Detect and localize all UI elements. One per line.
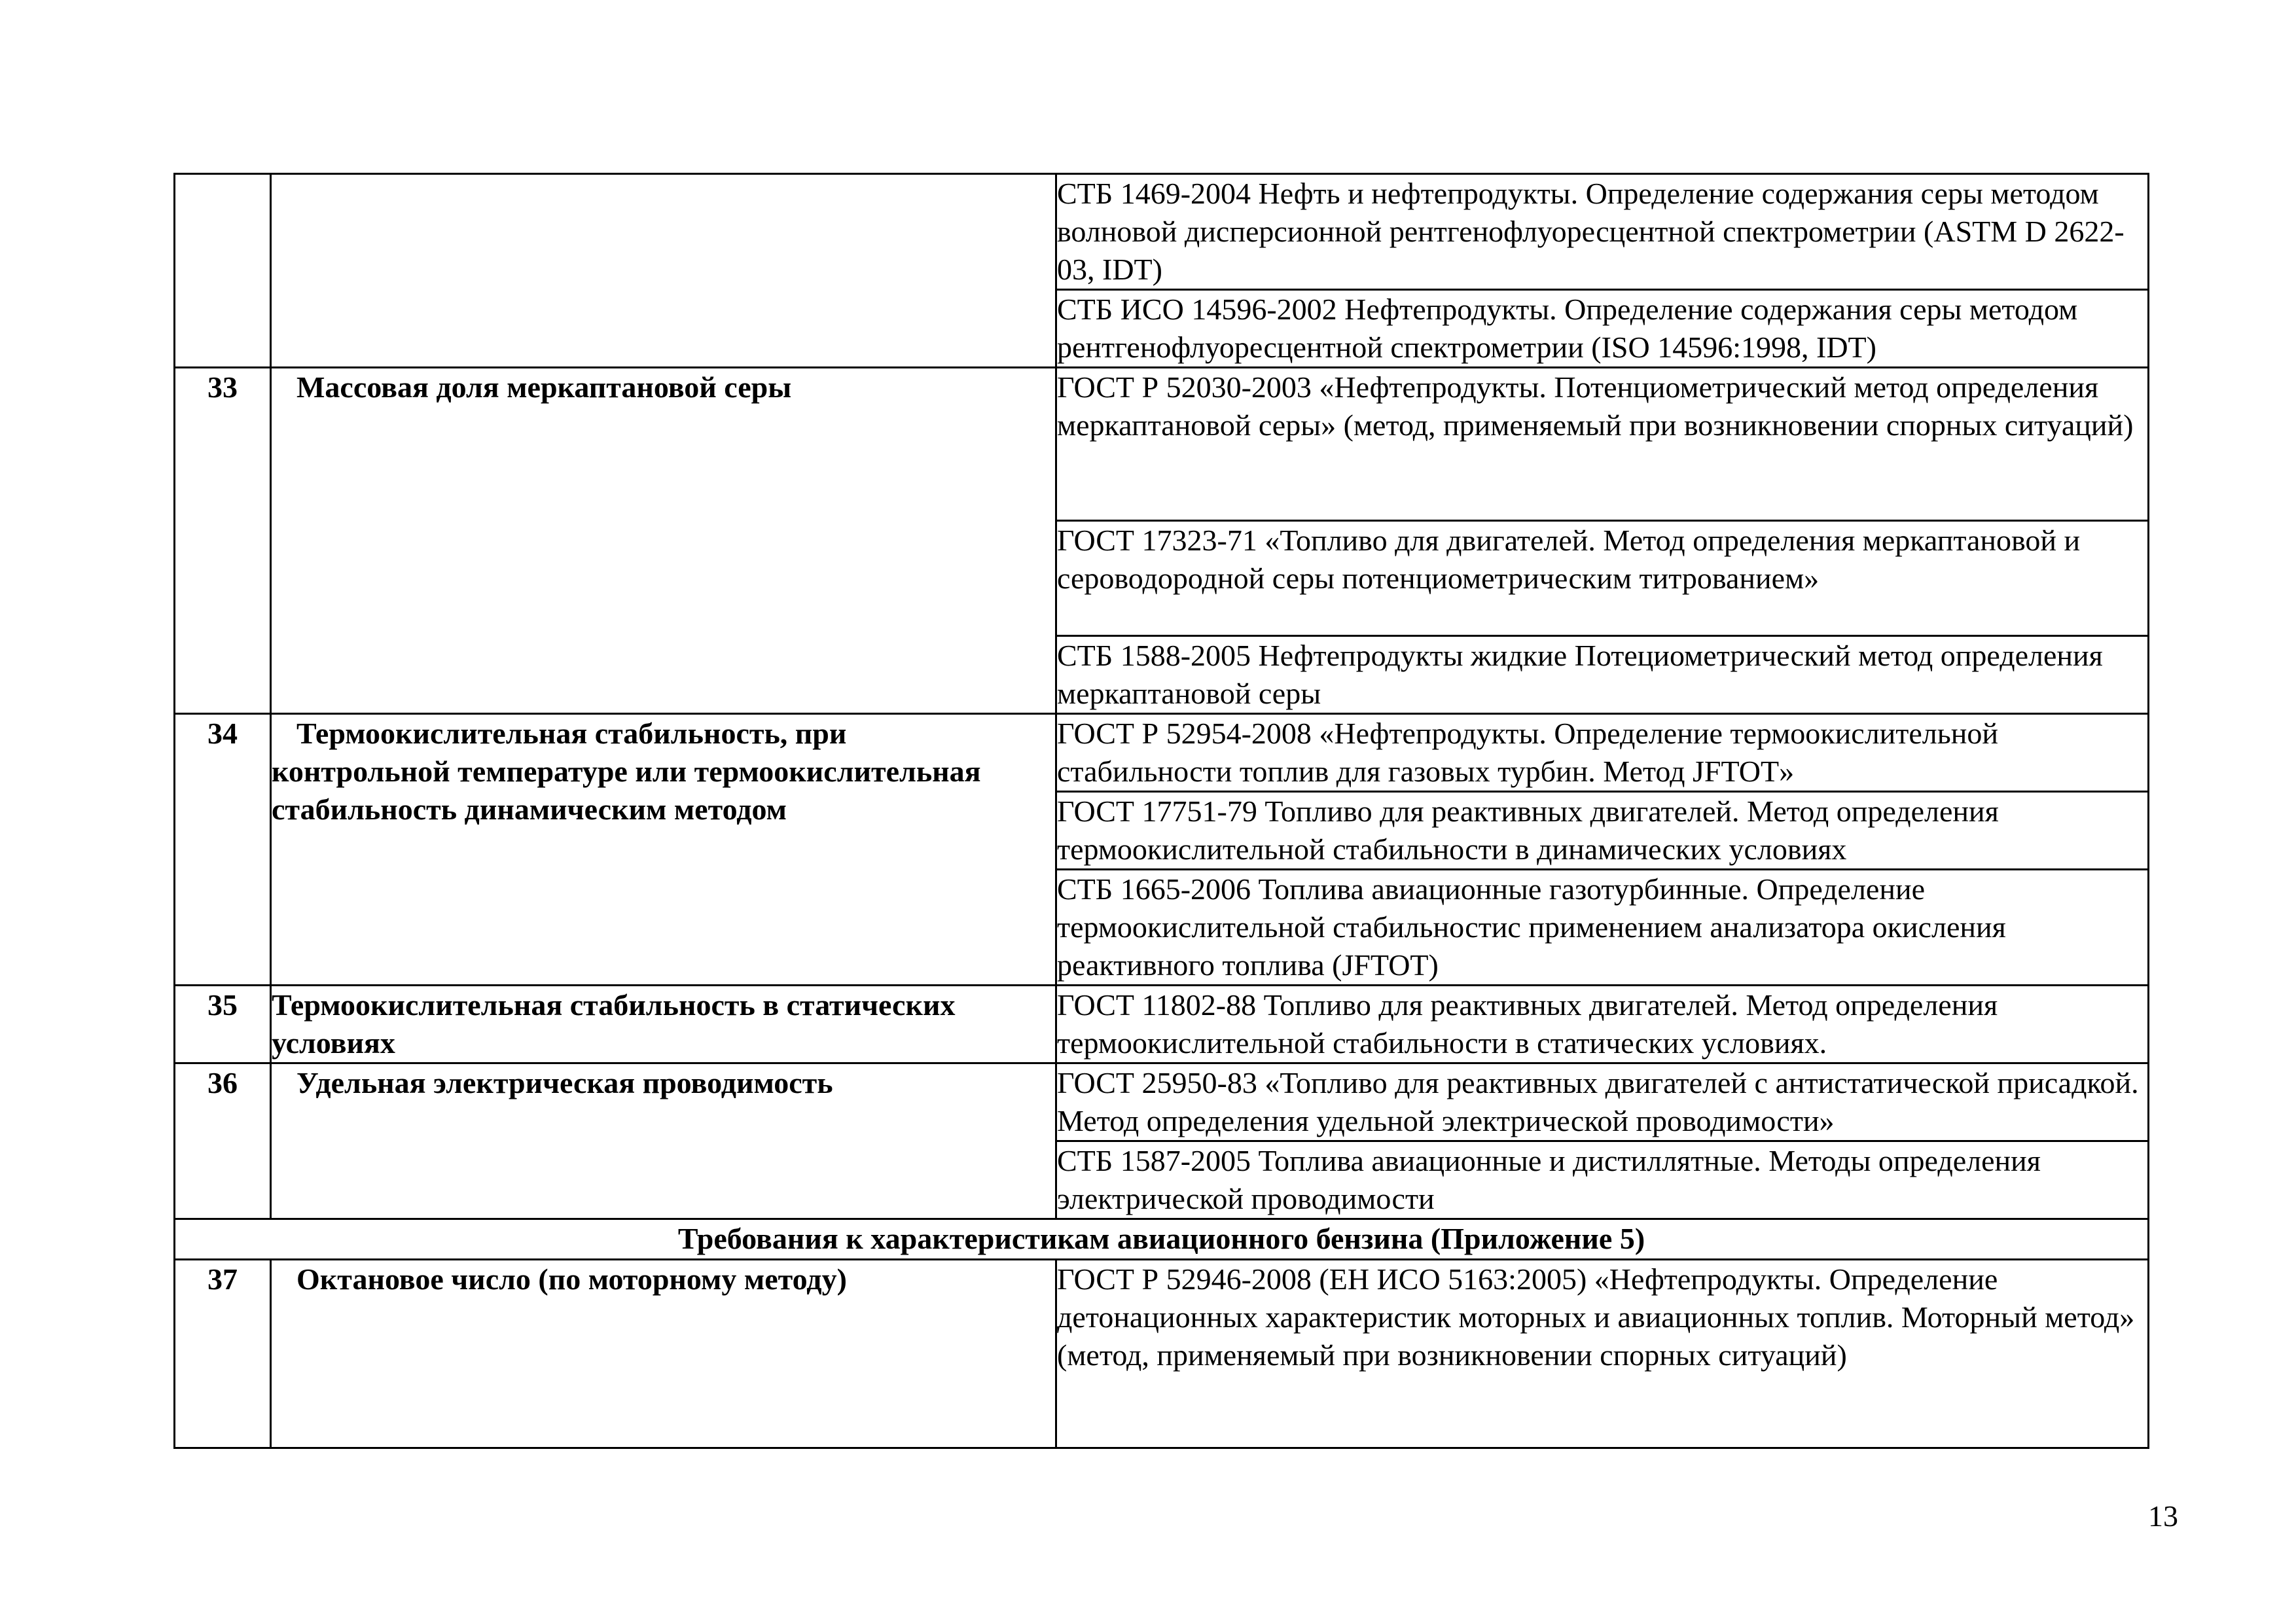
- method-cell: СТБ 1587-2005 Топлива авиационные и дистиллятные. Методы определения электрической проводимости: [1056, 1141, 2149, 1219]
- indicator-cell: [271, 174, 1056, 368]
- indicator-name: [271, 1260, 1056, 1448]
- table-row: [175, 1260, 2149, 1448]
- row-number: 36: [175, 1063, 271, 1219]
- method-cell: ГОСТ 17323-71 «Топливо для двигателей. Метод определения меркаптановой и сероводородной серы потенциометрическим титрованием»: [1056, 521, 2149, 636]
- method-cell: ГОСТ 17751-79 Топливо для реактивных двигателей. Метод определения термоокислительной стабильности в динамических условиях: [1056, 792, 2149, 870]
- indicator-name: [271, 986, 1056, 1063]
- method-cell: ГОСТ 11802-88 Топливо для реактивных двигателей. Метод определения термоокислительной стабильности в статических условиях.: [1056, 986, 2149, 1063]
- indicator-name-line: Термоокислительная стабильность, при: [296, 717, 847, 750]
- table-row: [175, 1063, 2149, 1141]
- section-heading: Требования к характеристикам авиационного бензина (Приложение 5): [175, 1219, 2149, 1260]
- row-number-cell: [175, 174, 271, 368]
- page-number: 13: [2148, 1499, 2178, 1533]
- row-number: 34: [175, 714, 271, 986]
- method-cell: ГОСТ Р 52946-2008 (ЕН ИСО 5163:2005) «Нефтепродукты. Определение детонационных характеристик моторных и авиационных топлив. Моторный метод» (метод, применяемый при возникновении спорных ситуаций): [1056, 1260, 2149, 1448]
- method-cell: СТБ 1588-2005 Нефтепродукты жидкие Потециометрический метод определения меркаптановой серы: [1056, 636, 2149, 714]
- indicator-name-text: Термоокислительная стабильность в статических условиях: [272, 988, 956, 1060]
- row-number: 35: [175, 986, 271, 1063]
- table-row: [175, 986, 2149, 1063]
- indicator-name: [271, 714, 1056, 986]
- table-section-row: [175, 1219, 2149, 1260]
- table-row: [175, 368, 2149, 521]
- indicator-name: [271, 1063, 1056, 1219]
- method-cell: ГОСТ Р 52954-2008 «Нефтепродукты. Определение термоокислительной стабильности топлив для газовых турбин. Метод JFTOT»: [1056, 714, 2149, 792]
- method-cell: СТБ 1665-2006 Топлива авиационные газотурбинные. Определение термоокислительной стабильностис применением анализатора окисления реактивного топлива (JFTOT): [1056, 870, 2149, 986]
- method-cell: СТБ 1469-2004 Нефть и нефтепродукты. Определение содержания серы методом волновой дисперсионной рентгенофлуоресцентной спектрометрии (ASTM D 2622-03, IDT): [1056, 174, 2149, 290]
- row-number: 37: [175, 1260, 271, 1448]
- table-row: [175, 714, 2149, 792]
- method-cell: СТБ ИСО 14596-2002 Нефтепродукты. Определение содержания серы методом рентгенофлуоресцентной спектрометрии (ISO 14596:1998, IDT): [1056, 290, 2149, 368]
- method-cell: ГОСТ 25950-83 «Топливо для реактивных двигателей с антистатической присадкой. Метод определения удельной электрической проводимости»: [1056, 1063, 2149, 1141]
- indicator-name-text: Массовая доля меркаптановой серы: [296, 370, 792, 404]
- indicator-name-text: Октановое число (по моторному методу): [296, 1262, 847, 1296]
- method-cell: ГОСТ Р 52030-2003 «Нефтепродукты. Потенциометрический метод определения меркаптановой серы» (метод, применяемый при возникновении спорных ситуаций): [1056, 368, 2149, 521]
- indicator-name: [271, 368, 1056, 714]
- indicator-name-line: стабильность динамическим методом: [272, 793, 787, 826]
- requirements-table: [173, 173, 2149, 1449]
- table-row: [175, 174, 2149, 290]
- indicator-name-line: контрольной температуре или термоокислительная: [272, 755, 981, 788]
- row-number: 33: [175, 368, 271, 714]
- indicator-name-text: Удельная электрическая проводимость: [296, 1066, 833, 1099]
